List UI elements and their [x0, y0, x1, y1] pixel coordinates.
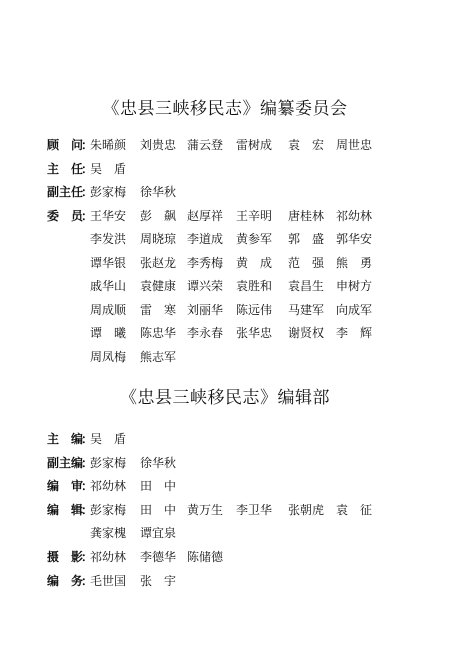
committee-title: 《忠县三峡移民志》编纂委员会 — [102, 99, 348, 119]
person-name: 谭华银 — [90, 255, 127, 270]
role-label: 顾 问 ： — [47, 138, 93, 152]
person-name: 黄 成 — [236, 255, 273, 270]
person-name: 蒲云登 — [187, 138, 224, 152]
person-name: 王辛明 — [236, 208, 273, 223]
role-label: 委 员 ： — [47, 208, 93, 223]
person-name: 袁 宏 — [288, 138, 325, 152]
person-name: 彭家梅 — [90, 185, 127, 199]
person-name: 祁幼林 — [90, 479, 127, 494]
person-name: 刘丽华 — [187, 302, 224, 317]
person-name: 张赵龙 — [140, 255, 177, 270]
person-name: 彭家梅 — [90, 455, 127, 470]
person-name: 郭 盛 — [288, 232, 325, 246]
person-name: 戚华山 — [90, 279, 127, 293]
person-name: 田 中 — [140, 479, 177, 494]
person-name: 谭 曦 — [90, 326, 127, 340]
person-name: 熊 勇 — [336, 255, 373, 270]
person-name: 彭家梅 — [90, 502, 127, 517]
person-name: 祁幼林 — [336, 208, 373, 223]
person-name: 李道成 — [187, 232, 224, 246]
person-name: 张朝虎 — [288, 502, 325, 517]
person-name: 赵厚祥 — [187, 208, 224, 223]
person-name: 李卫华 — [236, 502, 273, 517]
person-name: 李 辉 — [336, 326, 373, 340]
person-name: 谭宜泉 — [140, 526, 177, 541]
person-name: 张 宇 — [140, 573, 177, 588]
person-name: 徐华秋 — [140, 185, 177, 199]
editorial-title: 《忠县三峡移民志》编辑部 — [120, 388, 330, 408]
role-label: 副主任 ： — [47, 185, 93, 199]
person-name: 周晓琼 — [140, 232, 177, 246]
person-name: 袁昌生 — [288, 279, 325, 293]
person-name: 张华忠 — [236, 326, 273, 340]
role-label: 主 编 ： — [47, 432, 93, 446]
person-name: 申树方 — [336, 279, 373, 293]
person-name: 田 中 — [140, 502, 177, 517]
person-name: 吴 盾 — [90, 161, 127, 176]
role-label: 编 审 ： — [47, 479, 93, 494]
person-name: 刘贵忠 — [140, 138, 177, 152]
person-name: 袁胜和 — [236, 279, 273, 293]
person-name: 黄万生 — [187, 502, 224, 517]
person-name: 毛世国 — [90, 573, 127, 588]
person-name: 向成军 — [336, 302, 373, 317]
person-name: 袁健康 — [140, 279, 177, 293]
person-name: 龚家槐 — [90, 526, 127, 541]
person-name: 陈远伟 — [236, 302, 273, 317]
person-name: 郭华安 — [336, 232, 373, 246]
role-label: 主 任 ： — [47, 161, 93, 176]
role-label: 副主编 ： — [47, 455, 93, 470]
person-name: 李发洪 — [90, 232, 127, 246]
person-name: 谭兴荣 — [187, 279, 224, 293]
person-name: 唐桂林 — [288, 208, 325, 223]
person-name: 周世忠 — [336, 138, 373, 152]
person-name: 李德华 — [140, 550, 177, 564]
person-name: 彭 飙 — [140, 208, 177, 223]
person-name: 周凤梅 — [90, 349, 127, 364]
person-name: 黄参军 — [236, 232, 273, 246]
person-name: 雷树成 — [236, 138, 273, 152]
role-label: 编 辑 ： — [47, 502, 93, 517]
person-name: 袁 征 — [336, 502, 373, 517]
person-name: 吴 盾 — [90, 432, 127, 446]
person-name: 马建军 — [288, 302, 325, 317]
role-label: 摄 影 ： — [47, 550, 93, 564]
person-name: 祁幼林 — [90, 550, 127, 564]
person-name: 陈忠华 — [140, 326, 177, 340]
person-name: 李永春 — [187, 326, 224, 340]
person-name: 王华安 — [90, 208, 127, 223]
person-name: 徐华秋 — [140, 455, 177, 470]
person-name: 雷 寒 — [140, 302, 177, 317]
person-name: 周成顺 — [90, 302, 127, 317]
person-name: 李秀梅 — [187, 255, 224, 270]
role-label: 编 务 ： — [47, 573, 93, 588]
person-name: 谢贤权 — [288, 326, 325, 340]
person-name: 熊志军 — [140, 349, 177, 364]
person-name: 范 强 — [288, 255, 325, 270]
person-name: 朱晞颜 — [90, 138, 127, 152]
person-name: 陈储德 — [187, 550, 224, 564]
